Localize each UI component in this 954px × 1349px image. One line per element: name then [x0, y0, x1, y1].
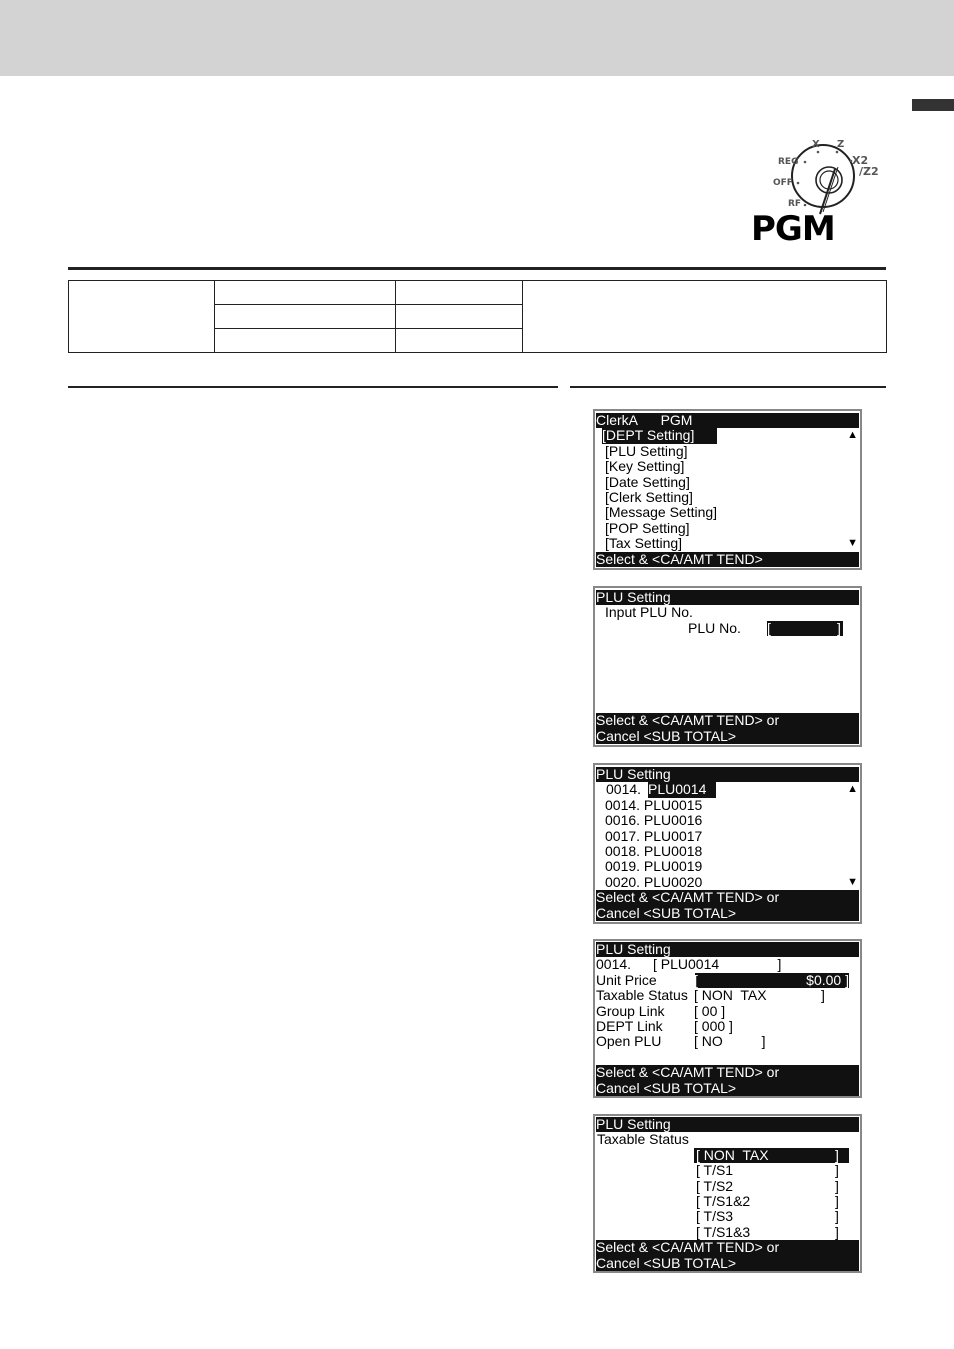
field-value-dept-link[interactable]: [ 000 ] [694, 1018, 733, 1034]
dial-label-z2: /Z2 [859, 165, 879, 178]
spec-table [68, 280, 887, 353]
lcd-footer: Select & <CA/AMT TEND> or [596, 1240, 859, 1255]
option-prompt: Taxable Status [597, 1131, 689, 1148]
option-bracket: ] [835, 1223, 839, 1240]
dial-label-x: X [812, 139, 820, 150]
section-rule [68, 267, 886, 270]
option-bracket: ] [835, 1146, 839, 1163]
field-label-dept-link: DEPT Link [596, 1018, 663, 1034]
display-rule [570, 386, 886, 388]
plu-list-item[interactable]: 0016. PLU0016 [605, 812, 703, 829]
mode-label-pgm: PGM [751, 209, 835, 249]
lcd-screen-plu-list [593, 763, 862, 924]
menu-item[interactable]: [Date Setting] [605, 473, 690, 490]
field-label-open-plu: Open PLU [596, 1033, 662, 1050]
plu-list-item[interactable]: 0017. PLU0017 [605, 827, 703, 844]
lcd-screen-menu [593, 409, 862, 570]
spec-cell [215, 305, 396, 329]
field-label-unit-price: Unit Price [596, 971, 657, 988]
spec-cell [396, 281, 523, 305]
field-value-group-link[interactable]: [ 00 ] [694, 1002, 726, 1019]
field-label-taxable-status: Taxable Status [596, 987, 688, 1004]
plu-no-field[interactable]: [ ] [767, 621, 843, 636]
lcd-footer: Cancel <SUB TOTAL> [596, 729, 859, 744]
plu-no-label: PLU No. [688, 619, 741, 636]
side-tab-marker [912, 99, 954, 111]
menu-item[interactable]: [Key Setting] [605, 458, 685, 475]
lcd-title: PLU Setting [596, 767, 859, 782]
option-bracket: ] [835, 1193, 839, 1209]
scroll-down-icon[interactable]: ▼ [847, 537, 858, 550]
option-item[interactable]: [ T/S1&3 [696, 1223, 751, 1240]
scroll-up-icon[interactable]: ▲ [847, 429, 858, 442]
field-bracket: [ [694, 971, 698, 988]
menu-item[interactable]: [Tax Setting] [605, 535, 683, 552]
menu-item[interactable]: [Clerk Setting] [605, 489, 693, 505]
lcd-footer: Cancel <SUB TOTAL> [596, 1081, 859, 1096]
input-prompt: Input PLU No. [605, 604, 693, 621]
lcd-footer: Select & <CA/AMT TEND> or [596, 890, 859, 905]
option-item[interactable]: [ T/S2 [696, 1177, 734, 1194]
field-value-unit-price[interactable]: $0.00 ] [695, 973, 849, 988]
option-bracket: ] [835, 1162, 839, 1179]
lcd-footer: Cancel <SUB TOTAL> [596, 1256, 859, 1271]
lcd-title: PLU Setting [596, 590, 859, 605]
lcd-screen-plu-detail [593, 939, 862, 1098]
option-item[interactable]: [ T/S1 [696, 1162, 734, 1179]
scroll-up-icon[interactable]: ▲ [847, 783, 858, 796]
lcd-screen-taxable-status [593, 1114, 862, 1273]
spec-cell [215, 281, 396, 305]
field-value-taxable-status[interactable]: [ NON TAX ] [694, 987, 825, 1004]
option-item[interactable]: [ T/S1&2 [696, 1193, 751, 1209]
dial-label-reg: REG [778, 157, 799, 167]
spec-cell [523, 281, 887, 353]
menu-item-selected[interactable]: [DEPT Setting] [602, 428, 717, 443]
menu-item[interactable]: [Message Setting] [605, 504, 718, 521]
dial-label-rf: RF [788, 199, 802, 209]
lcd-title: PLU Setting [596, 1117, 859, 1132]
scroll-down-icon[interactable]: ▼ [847, 875, 858, 888]
plu-record-name[interactable]: [ PLU0014 ] [653, 956, 782, 973]
field-value-open-plu[interactable]: [ NO ] [694, 1033, 766, 1050]
plu-list-item[interactable]: 0014. PLU0015 [605, 796, 703, 813]
plu-list-item-number[interactable]: 0014. [606, 781, 645, 798]
lcd-screen-plu-input [593, 586, 862, 747]
option-label-selected: [ NON TAX [696, 1146, 769, 1163]
plu-list-item[interactable]: 0020. PLU0020 [605, 873, 703, 890]
mode-key-dial [748, 134, 898, 252]
lcd-footer: Select & <CA/AMT TEND> or [596, 1065, 859, 1080]
dial-label-off: OFF [773, 178, 793, 188]
header-band [0, 0, 954, 76]
option-item[interactable]: [ T/S3 [696, 1208, 734, 1225]
lcd-title: PLU Setting [596, 942, 859, 957]
menu-item[interactable]: [PLU Setting] [605, 442, 688, 459]
plu-list-item[interactable]: 0019. PLU0019 [605, 858, 703, 875]
lcd-title: ClerkA PGM [596, 413, 859, 428]
option-bracket: ] [835, 1208, 839, 1225]
dial-label-z: Z [837, 139, 845, 150]
spec-cell [69, 281, 215, 353]
lcd-footer: Select & <CA/AMT TEND> [596, 552, 859, 567]
spec-cell [396, 329, 523, 353]
spec-cell [396, 305, 523, 329]
plu-list-item-selected[interactable]: PLU0014 [648, 782, 716, 797]
option-bracket: ] [835, 1177, 839, 1194]
spec-cell [215, 329, 396, 353]
lcd-footer: Select & <CA/AMT TEND> or [596, 713, 859, 728]
field-label-group-link: Group Link [596, 1002, 665, 1019]
dial-label-x2: X2 [852, 154, 869, 167]
lcd-footer: Cancel <SUB TOTAL> [596, 906, 859, 921]
menu-item[interactable]: [POP Setting] [605, 519, 690, 536]
procedure-rule [68, 386, 558, 388]
plu-record-number: 0014. [596, 956, 632, 973]
plu-list-item[interactable]: 0018. PLU0018 [605, 843, 703, 859]
